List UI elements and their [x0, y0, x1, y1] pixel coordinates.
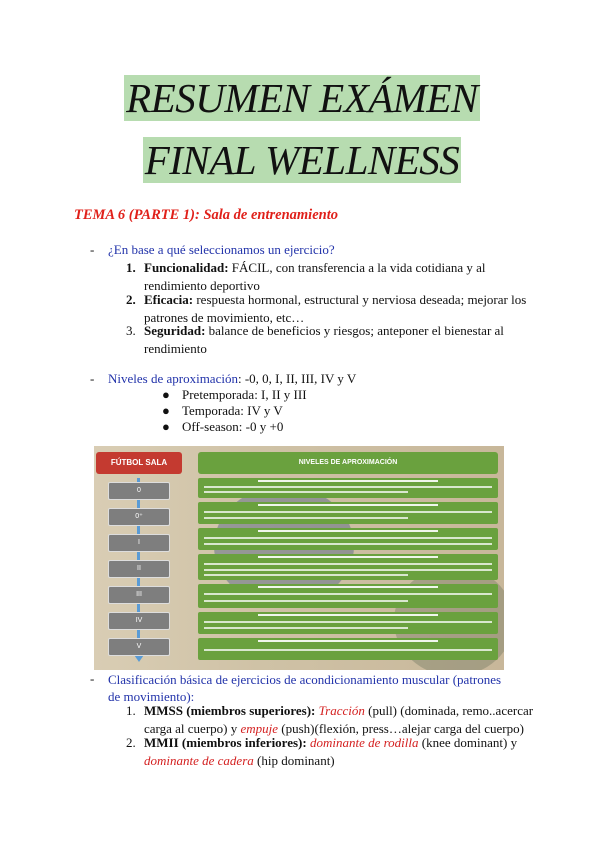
- tema-subtitle: : Sala de entrenamiento: [194, 207, 338, 223]
- section-heading: [74, 207, 338, 224]
- level-box: 0: [108, 482, 170, 500]
- level-description-box: [198, 554, 498, 580]
- title-line-2: FINAL WELLNESS: [144, 137, 460, 183]
- level-box: I: [108, 534, 170, 552]
- level-box: II: [108, 560, 170, 578]
- question-1-text: ¿En base a qué seleccionamos un ejercicio?: [108, 242, 335, 257]
- level-box: III: [108, 586, 170, 604]
- level-box: 0⁺: [108, 508, 170, 526]
- dash-marker: -: [90, 242, 95, 257]
- level-description-box: [198, 478, 498, 498]
- niveles-label: Niveles de aproximación: [108, 371, 238, 386]
- niveles-header-box: NIVELES DE APROXIMACIÓN: [198, 452, 498, 474]
- level-box: V: [108, 638, 170, 656]
- dash-marker: -: [90, 671, 95, 686]
- level-box: IV: [108, 612, 170, 630]
- level-description-box: [198, 584, 498, 608]
- level-description-box: [198, 528, 498, 550]
- futbol-sala-box: FÚTBOL SALA: [96, 452, 182, 474]
- tema-label: TEMA 6 (PARTE 1): [74, 207, 195, 223]
- niveles-value: : -0, 0, I, II, III, IV y V: [237, 371, 357, 386]
- level-description-box: [198, 612, 498, 634]
- level-description-box: [198, 638, 498, 660]
- level-description-box: [198, 502, 498, 524]
- question-3-text: Clasificación básica de ejercicios de acondicionamiento muscular (patrones de movimiento):: [108, 672, 502, 704]
- niveles-infographic: [94, 446, 504, 670]
- title-line-1: RESUMEN EXÁMEN: [126, 75, 478, 121]
- dash-marker: -: [90, 371, 95, 386]
